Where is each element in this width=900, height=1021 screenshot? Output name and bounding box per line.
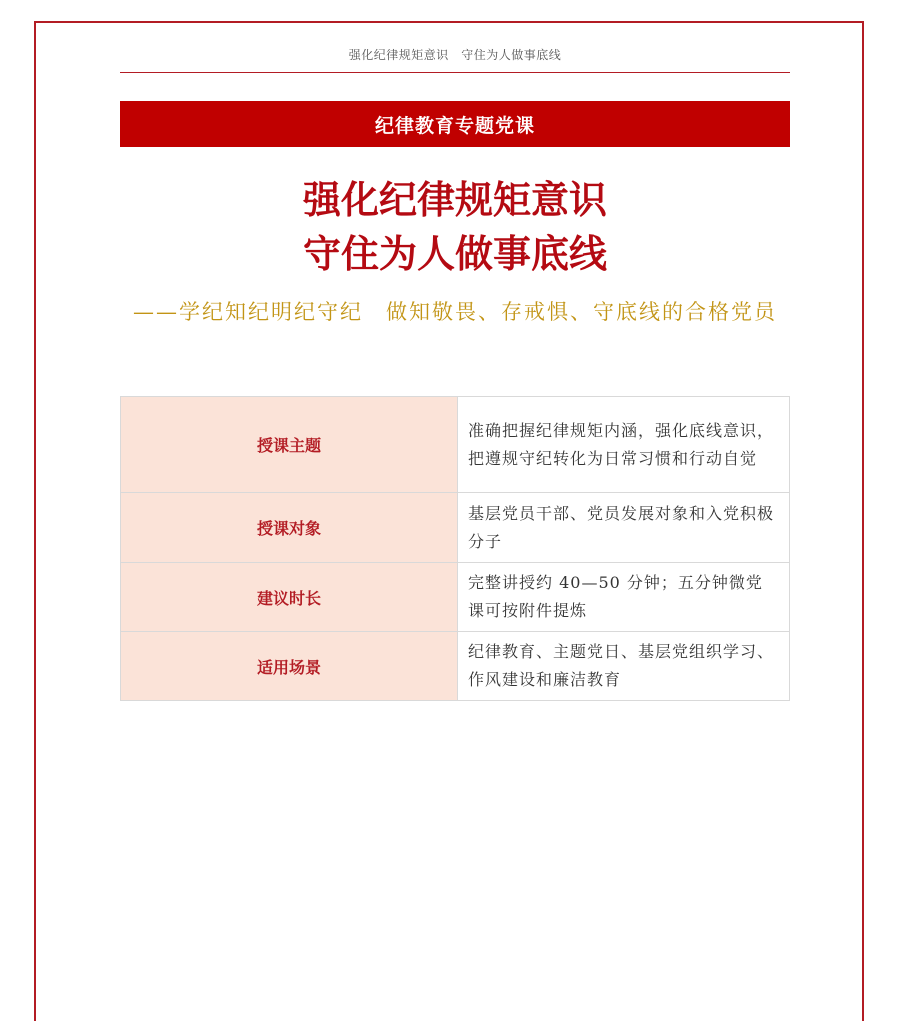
title-line-2: 守住为人做事底线 xyxy=(302,232,607,276)
table-row-scenario xyxy=(121,632,790,701)
row-label: 授课主题 xyxy=(121,397,458,493)
row-label: 授课对象 xyxy=(121,493,458,563)
table-row-duration xyxy=(121,563,790,632)
row-label: 适用场景 xyxy=(121,632,458,701)
table-row-audience xyxy=(121,493,790,563)
row-value: 准确把握纪律规矩内涵，强化底线意识，把遵规守纪转化为日常习惯和行动自觉 xyxy=(458,397,790,493)
row-value: 纪律教育、主题党日、基层党组织学习、作风建设和廉洁教育 xyxy=(458,632,790,701)
subtitle: ——学纪知纪明纪守纪 做知敬畏、存戒惧、守底线的合格党员 xyxy=(133,300,777,324)
header-rule xyxy=(120,72,790,73)
title-line-1: 强化纪律规矩意识 xyxy=(302,178,607,222)
running-header: 强化纪律规矩意识 守住为人做事底线 xyxy=(348,48,562,62)
info-table xyxy=(120,396,790,701)
row-value: 基层党员干部、党员发展对象和入党积极分子 xyxy=(458,493,790,563)
banner-text: 纪律教育专题党课 xyxy=(374,114,535,137)
row-label: 建议时长 xyxy=(121,563,458,632)
page-title xyxy=(120,173,790,281)
row-value: 完整讲授约 40—50 分钟；五分钟微党课可按附件提炼 xyxy=(458,563,790,632)
banner xyxy=(120,101,790,147)
table-row-topic xyxy=(121,397,790,493)
